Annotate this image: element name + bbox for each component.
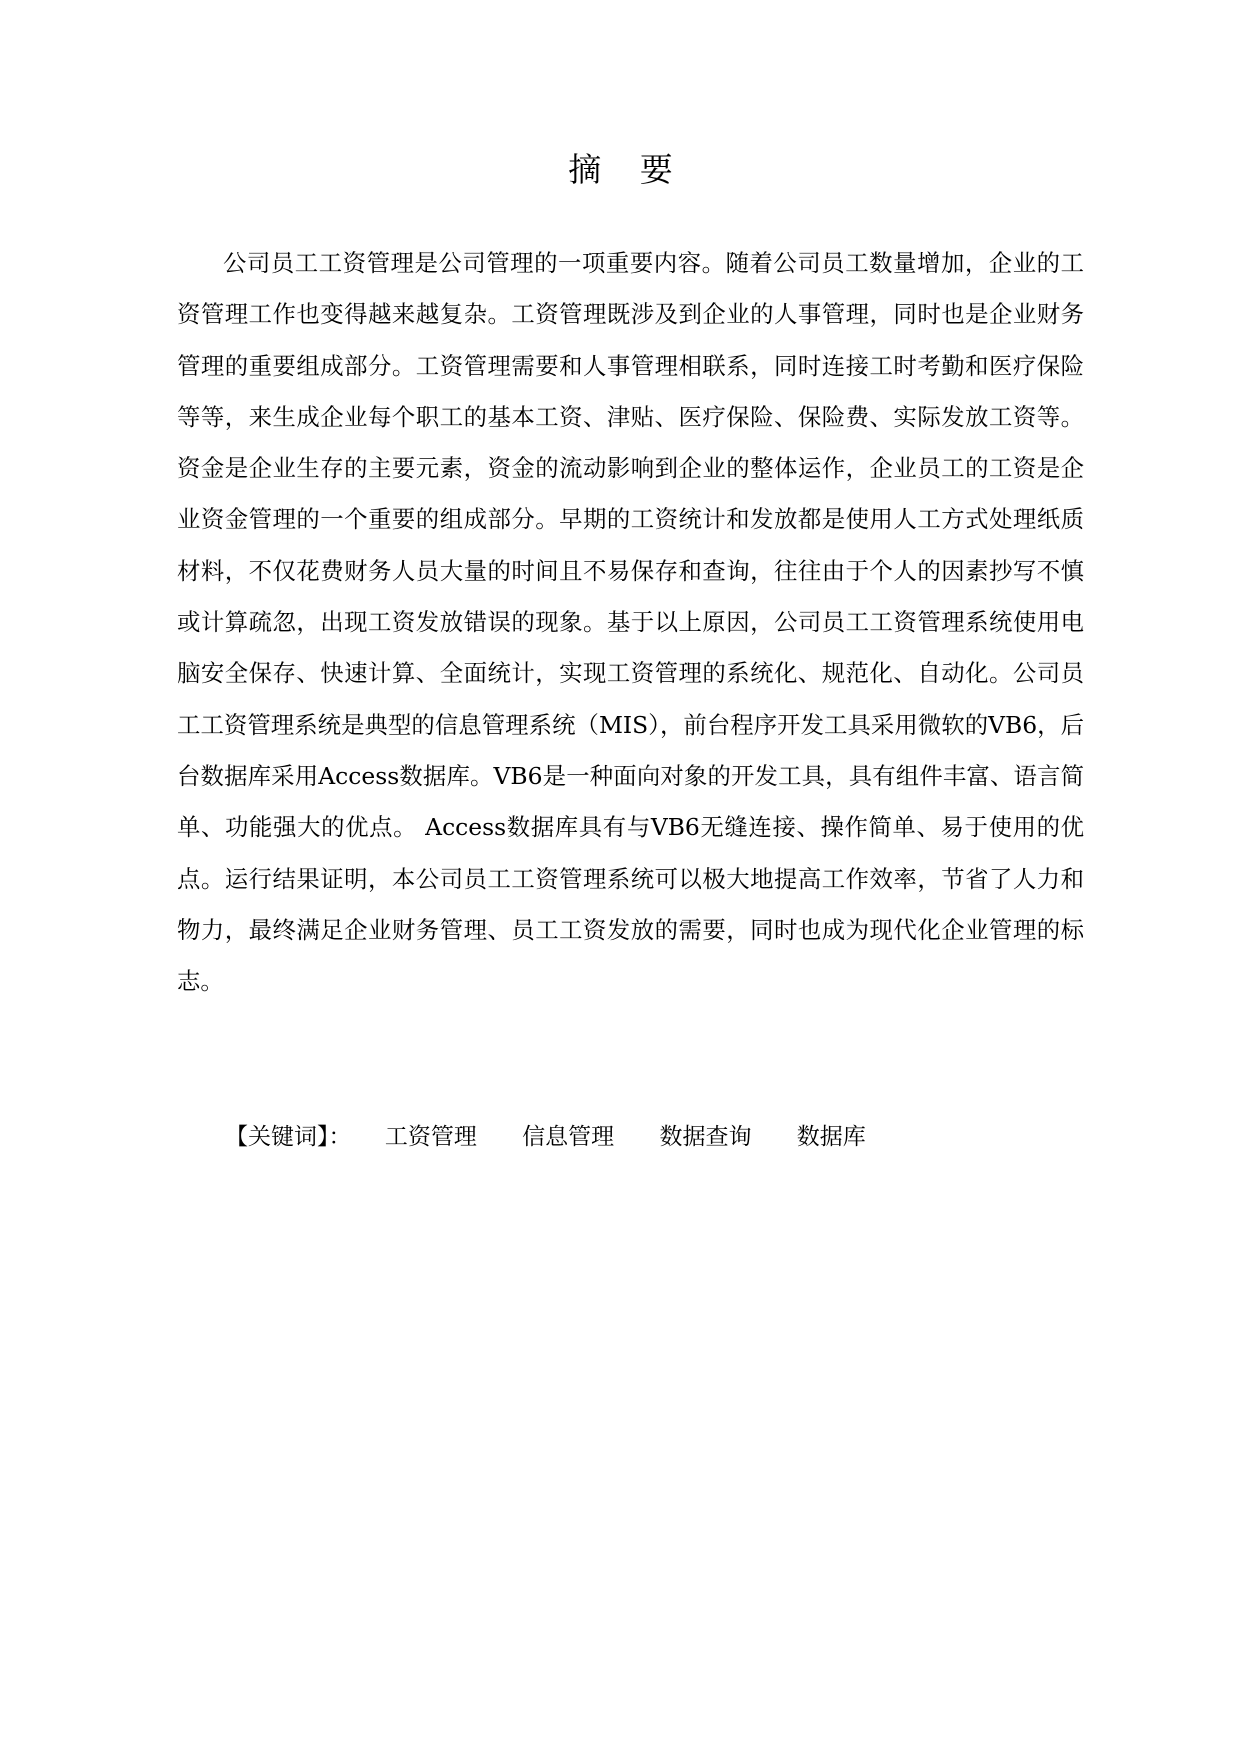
- keyword-item: 工资管理: [384, 1124, 477, 1150]
- keyword-item: 数据查询: [659, 1124, 752, 1150]
- abstract-paragraph: 公司员工工资管理是公司管理的一项重要内容。随着公司员工数量增加，企业的工资管理工作也变得越来越复杂。工资管理既涉及到企业的人事管理，同时也是企业财务管理的重要组成部分。工资管理需要和人事管理相联系，同时连接工时考勤和医疗保险等等，来生成企业每个职工的基本工资、津贴、医疗保险、保险费、实际发放工资等。资金是企业生存的主要元素，资金的流动影响到企业的整体运作，企业员工的工资是企业资金管理的一个重要的组成部分。早期的工资统计和发放都是使用人工方式处理纸质材料，不仅花费财务人员大量的时间且不易保存和查询，往往由于个人的因素抄写不慎或计算疏忽，出现工资发放错误的现象。基于以上原因，公司员工工资管理系统使用电脑安全保存、快速计算、全面统计，实现工资管理的系统化、规范化、自动化。公司员工工资管理系统是典型的信息管理系统（MIS），前台程序开发工具采用微软的VB6，后台数据库采用Access数据库。VB6是一种面向对象的开发工具，具有组件丰富、语言简单、功能强大的优点。 Access数据库具有与VB6无缝连接、操作简单、易于使用的优点。运行结果证明，本公司员工工资管理系统可以极大地提高工作效率，节省了人力和物力，最终满足企业财务管理、员工工资发放的需要，同时也成为现代化企业管理的标志。: [177, 249, 1084, 996]
- keyword-item: 数据库: [796, 1124, 866, 1150]
- keywords-label: 【关键词】：: [225, 1124, 352, 1150]
- keyword-item: 信息管理: [522, 1124, 615, 1150]
- keywords-line: [225, 1112, 904, 1162]
- page-title: 摘 要: [568, 150, 687, 189]
